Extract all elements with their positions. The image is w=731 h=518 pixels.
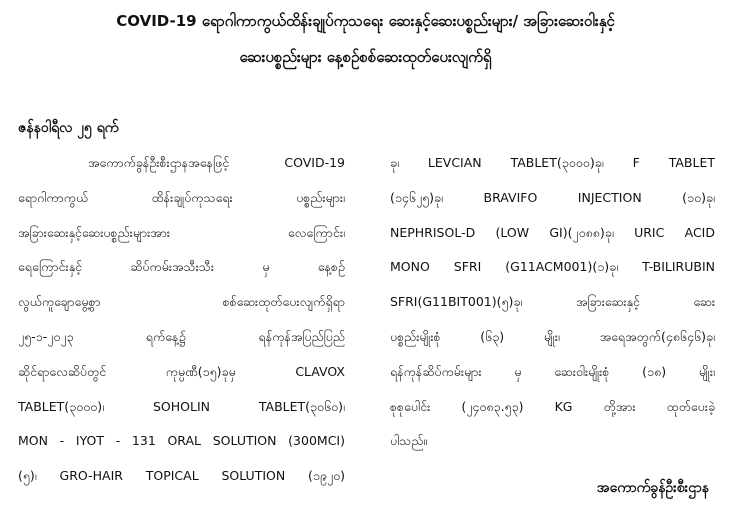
headline-line-1: COVID-19 ရောဂါကာကွယ်ထိန်းချုပ်ကုသရေး ဆေးနှင့်ဆေးပစ္စည်းများ/ အခြားဆေးဝါးနှင့်	[116, 12, 615, 30]
body-line: စုစုပေါင်း (၂၄၀၈၃.၅၃) KG တို့အား ထုတ်ပေးခဲ့	[390, 398, 715, 414]
dateline: ဇန်နဝါရီလ ၂၅ ရက်	[18, 120, 119, 136]
body-line: ခု၊ LEVCIAN TABLET(၃၀၀၀)ခု၊ F TABLET	[390, 155, 715, 170]
headline-line-2: ဆေးပစ္စည်းများ နေ့စဉ်စစ်ဆေးထုတ်ပေးလျက်ရှိ	[239, 48, 492, 66]
body-line: (၁၄၆၂၅)ခု၊ BRAVIFO INJECTION (၁၀)ခု၊	[390, 189, 715, 205]
body-line: ပါသည်။	[390, 433, 428, 449]
body-line: ရောဂါကာကွယ် ထိန်းချုပ်ကုသရေး ပစ္စည်းများ၊	[18, 189, 345, 205]
body-column-right	[390, 152, 715, 465]
body-line: ရန်ကုန်ဆိပ်ကမ်းများ မှ ဆေးဝါးမျိုးစုံ (၁၈) မျိုး၊	[390, 363, 715, 379]
body-line: NEPHRISOL-D (LOW GI)(၂၀၈၈)ခု၊ URIC ACID	[390, 224, 715, 240]
body-line: (၅)၊ GRO-HAIR TOPICAL SOLUTION (၁၉၂၀)	[18, 468, 345, 484]
body-line: SFRI(G11BIT001)(၅)ခု၊ အခြားဆေးနှင့် ဆေး	[390, 294, 715, 310]
body-line: အခြားဆေးနှင့်ဆေးပစ္စည်းများအား လေကြောင်း၊	[18, 224, 345, 240]
body-line: MONO SFRI (G11ACM001)(၁)ခု၊ T-BILIRUBIN	[390, 259, 715, 275]
body-line: ပစ္စည်းမျိုးစုံ (၆၃) မျိုး၊ အရေအတွက်(၄၈၆၄၆)ခု၊	[390, 328, 715, 344]
body-line: ရေကြောင်းနှင့် ဆိပ်ကမ်းအသီးသီး မှ နေ့စဉ်	[18, 259, 345, 275]
body-line: လွယ်ကူချောမွေ့စွာ စစ်ဆေးထုတ်ပေးလျက်ရှိရာ	[18, 294, 345, 310]
body-line: TABLET(၃၀၀၀)၊ SOHOLIN TABLET(၃၀၆၀)၊	[18, 398, 345, 414]
body-line: အကောက်ခွန်ဦးစီးဌာနအနေဖြင့် COVID-19	[88, 155, 345, 170]
body-line: ၂၅-၁-၂၀၂၃ ရက်နေ့၌ ရန်ကုန်အပြည်ပြည်	[18, 328, 345, 344]
body-column-left	[18, 152, 345, 500]
signature: အကောက်ခွန်ဦးစီးဌာန	[596, 480, 709, 496]
body-line: MON - IYOT - 131 ORAL SOLUTION (300MCI)	[18, 433, 345, 449]
body-line: ဆိုင်ရာလေဆိပ်တွင် ကုမ္ပဏီ(၁၅)ခုမှ CLAVOX	[18, 363, 345, 379]
